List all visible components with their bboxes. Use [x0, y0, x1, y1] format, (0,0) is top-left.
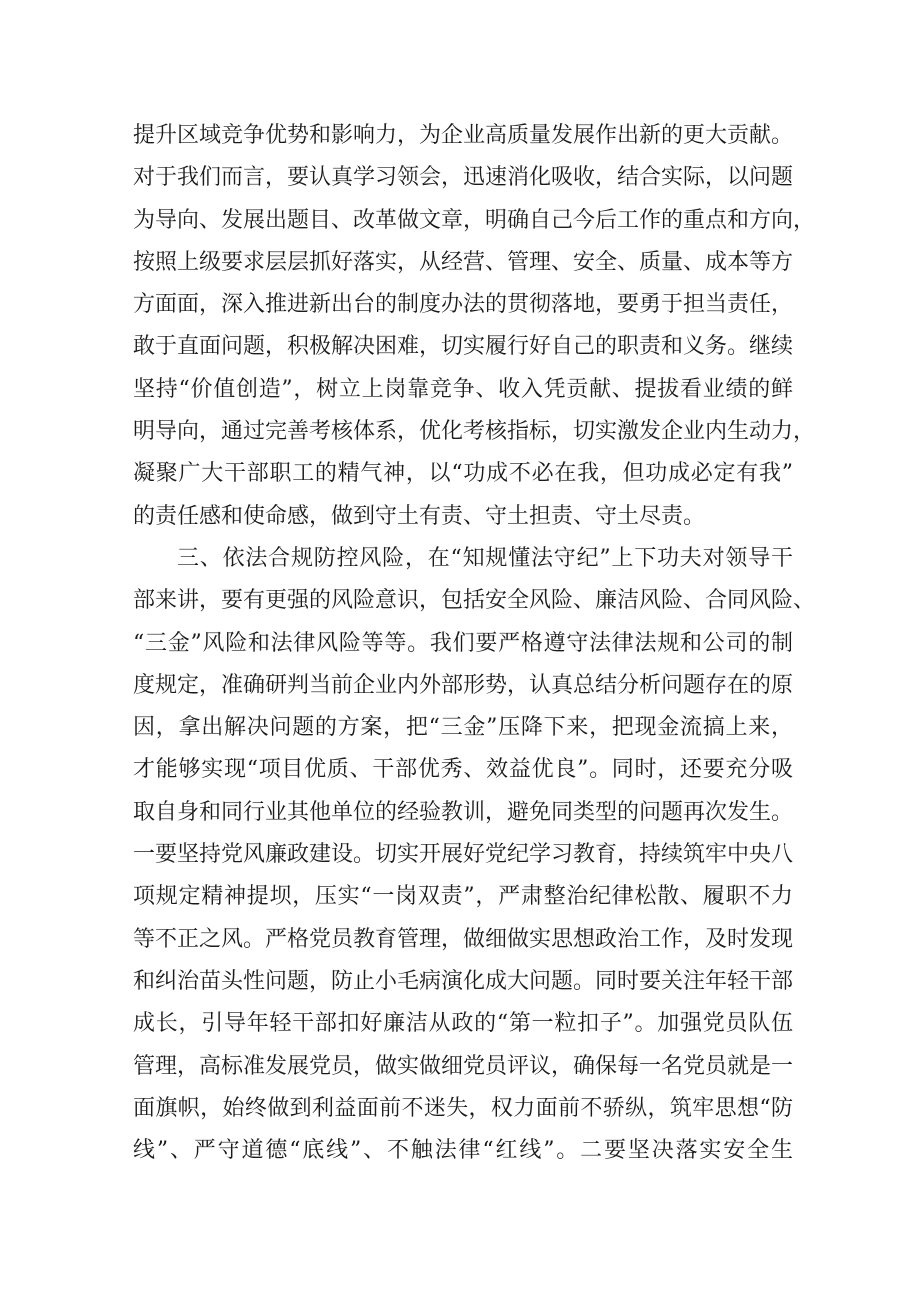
text-line: 取自身和同行业其他单位的经验教训，避免同类型的问题再次发生。 [133, 799, 794, 825]
text-line: 凝聚广大干部职工的精气神，以“功成不必在我，但功成必定有我” [133, 461, 793, 487]
text-line: 管理，高标准发展党员，做实做细党员评议，确保每一名党员就是一 [133, 1053, 794, 1079]
text-line: 对于我们而言，要认真学习领会，迅速消化吸收，结合实际，以问题 [133, 165, 794, 191]
text-line: 一要坚持党风廉政建设。切实开展好党纪学习教育，持续筑牢中央八 [133, 842, 794, 868]
text-line: 才能够实现“项目优质、干部优秀、效益优良”。同时，还要充分吸 [133, 757, 793, 783]
text-line: 和纠治苗头性问题，防止小毛病演化成大问题。同时要关注年轻干部 [133, 968, 794, 994]
text-line: 按照上级要求层层抓好落实，从经营、管理、安全、质量、成本等方 [133, 249, 794, 275]
body-text [133, 115, 816, 1172]
text-line: 部来讲，要有更强的风险意识，包括安全风险、廉洁风险、合同风险、 [133, 588, 816, 614]
text-line: 提升区域竞争优势和影响力，为企业高质量发展作出新的更大贡献。 [133, 123, 794, 148]
text-line: 成长，引导年轻干部扣好廉洁从政的“第一粒扣子”。加强党员队伍 [133, 1011, 793, 1037]
text-line: 坚持“价值创造”，树立上岗靠竞争、收入凭贡献、提拔看业绩的鲜 [133, 376, 793, 402]
text-line: 度规定，准确研判当前企业内外部形势，认真总结分析问题存在的原 [133, 672, 794, 698]
text-line: “三金”风险和法律风险等等。我们要严格遵守法律法规和公司的制 [133, 630, 793, 656]
section-heading-line: 三、依法合规防控风险，在“知规懂法守纪”上下功夫对领导干 [177, 545, 793, 571]
text-line: 方面面，深入推进新出台的制度办法的贯彻落地，要勇于担当责任， [133, 292, 794, 318]
text-line: 敢于直面问题，积极解决困难，切实履行好自己的职责和义务。继续 [133, 334, 794, 360]
text-line: 等不正之风。严格党员教育管理，做细做实思想政治工作，及时发现 [133, 926, 794, 952]
text-line: 面旗帜，始终做到利益面前不迷失，权力面前不骄纵，筑牢思想“防 [133, 1095, 793, 1121]
text-line: 项规定精神提坝，压实“一岗双责”，严肃整治纪律松散、履职不力 [133, 884, 793, 910]
text-line: 为导向、发展出题目、改革做文章，明确自己今后工作的重点和方向， [133, 207, 816, 233]
text-line: 线”、严守道德“底线”、不触法律“红线”。二要坚决落实安全生 [133, 1138, 793, 1164]
text-line: 因，拿出解决问题的方案，把“三金”压降下来，把现金流搞上来， [133, 715, 793, 741]
text-line: 明导向，通过完善考核体系，优化考核指标，切实激发企业内生动力， [133, 419, 816, 445]
text-line: 的责任感和使命感，做到守土有责、守土担责、守土尽责。 [133, 503, 706, 529]
